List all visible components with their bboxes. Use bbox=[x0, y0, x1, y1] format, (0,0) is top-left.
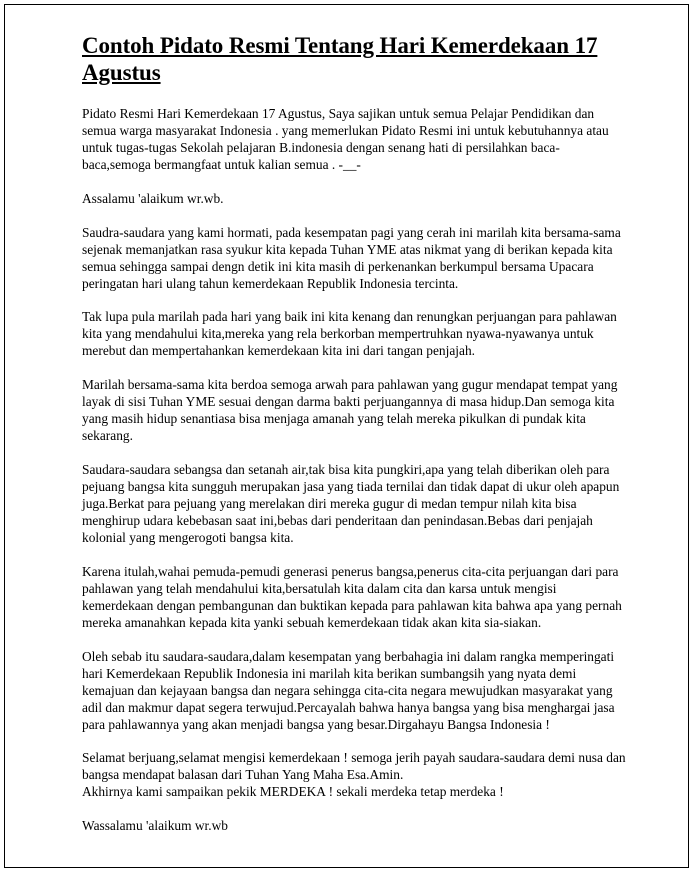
document-page bbox=[4, 4, 689, 868]
paragraph: Selamat berjuang,selamat mengisi kemerdekaan ! semoga jerih payah saudara-saudara demi nusa dan bangsa mendapat balasan dari Tuhan Yang Maha Esa.Amin. Akhirnya kami sampaikan pekik MERDEKA ! sekali merdeka tetap merdeka ! bbox=[82, 750, 626, 800]
paragraph: Wassalamu 'alaikum wr.wb bbox=[82, 818, 228, 834]
paragraph: Saudara-saudara sebangsa dan setanah air,tak bisa kita pungkiri,apa yang telah diberikan oleh para pejuang bangsa kita sungguh merupakan jasa yang tiada ternilai dan tidak dapat di ukur oleh apapun juga.Berkat para pejuang yang merelakan diri mereka gugur di medan tempur nilah kita bisa menghirup udara kebebasan saat ini,bebas dari penderitaan dan penindasan.Bebas dari penjajah kolonial yang mengerogoti bangsa kita. bbox=[82, 461, 620, 545]
paragraph-list bbox=[82, 105, 627, 834]
paragraph: Karena itulah,wahai pemuda-pemudi generasi penerus bangsa,penerus cita-cita perjuangan dari para pahlawan yang telah mendahului kita,bersatulah kita dalam cita dan karsa untuk mengisi kemerdekaan dengan pembangunan dan buktikan kepada para pahlawan kita bahwa apa yang pernah mereka amanahkan kepada kita yanki sebuah kemerdekaan tidak akan kita sia-siakan. bbox=[82, 563, 622, 630]
paragraph: Saudra-saudara yang kami hormati, pada kesempatan pagi yang cerah ini marilah kita bersama-sama sejenak memanjatkan rasa syukur kita kepada Tuhan YME atas nikmat yang di berikan kepada kita semua sehingga sampai dengn detik ini kita masih di perkenankan berkumpul bersama Upacara peringatan hari ulang tahun kemerdekaan Republik Indonesia tercinta. bbox=[82, 224, 621, 291]
paragraph: Pidato Resmi Hari Kemerdekaan 17 Agustus, Saya sajikan untuk semua Pelajar Pendidikan dan semua warga masyarakat Indonesia . yang memerlukan Pidato Resmi ini untuk kebutuhannya atau untuk tugas-tugas Sekolah pelajaran B.indonesia dengan senang hati di persilahkan baca-baca,semoga bermangfaat untuk kalian semua . -__- bbox=[82, 106, 609, 172]
paragraph: Oleh sebab itu saudara-saudara,dalam kesempatan yang berbahagia ini dalam rangka memperingati hari Kemerdekaan Republik Indonesia ini marilah kita berikan sumbangsih yang nyata demi kemajuan dan kejayaan bangsa dan negara sehingga cita-cita negara mewujudkan masyarakat yang adil dan makmur dapat segera terwujud.Percayalah bahwa hanya bangsa yang bisa menghargai jasa para pahlawannya yang akan menjadi bangsa yang besar.Dirgahayu Bangsa Indonesia ! bbox=[82, 648, 615, 732]
paragraph: Assalamu 'alaikum wr.wb. bbox=[82, 190, 224, 206]
paragraph: Marilah bersama-sama kita berdoa semoga arwah para pahlawan yang gugur mendapat tempat yang layak di sisi Tuhan YME sesuai dengan darma bakti perjuangannya di masa hidup.Dan semoga kita yang masih hidup senantiasa bisa menjaga amanah yang telah mereka pikulkan di pundak kita sekarang. bbox=[82, 377, 618, 444]
document-title: Contoh Pidato Resmi Tentang Hari Kemerdekaan 17 Agustus bbox=[82, 33, 598, 85]
document-body bbox=[82, 32, 627, 834]
paragraph: Tak lupa pula marilah pada hari yang baik ini kita kenang dan renungkan perjuangan para pahlawan kita yang mendahului kita,mereka yang rela berkorban mempertruhkan nyawa-nyawanya untuk merebut dan mempertahankan kemerdekaan kita ini dari tangan penjajah. bbox=[82, 309, 617, 359]
